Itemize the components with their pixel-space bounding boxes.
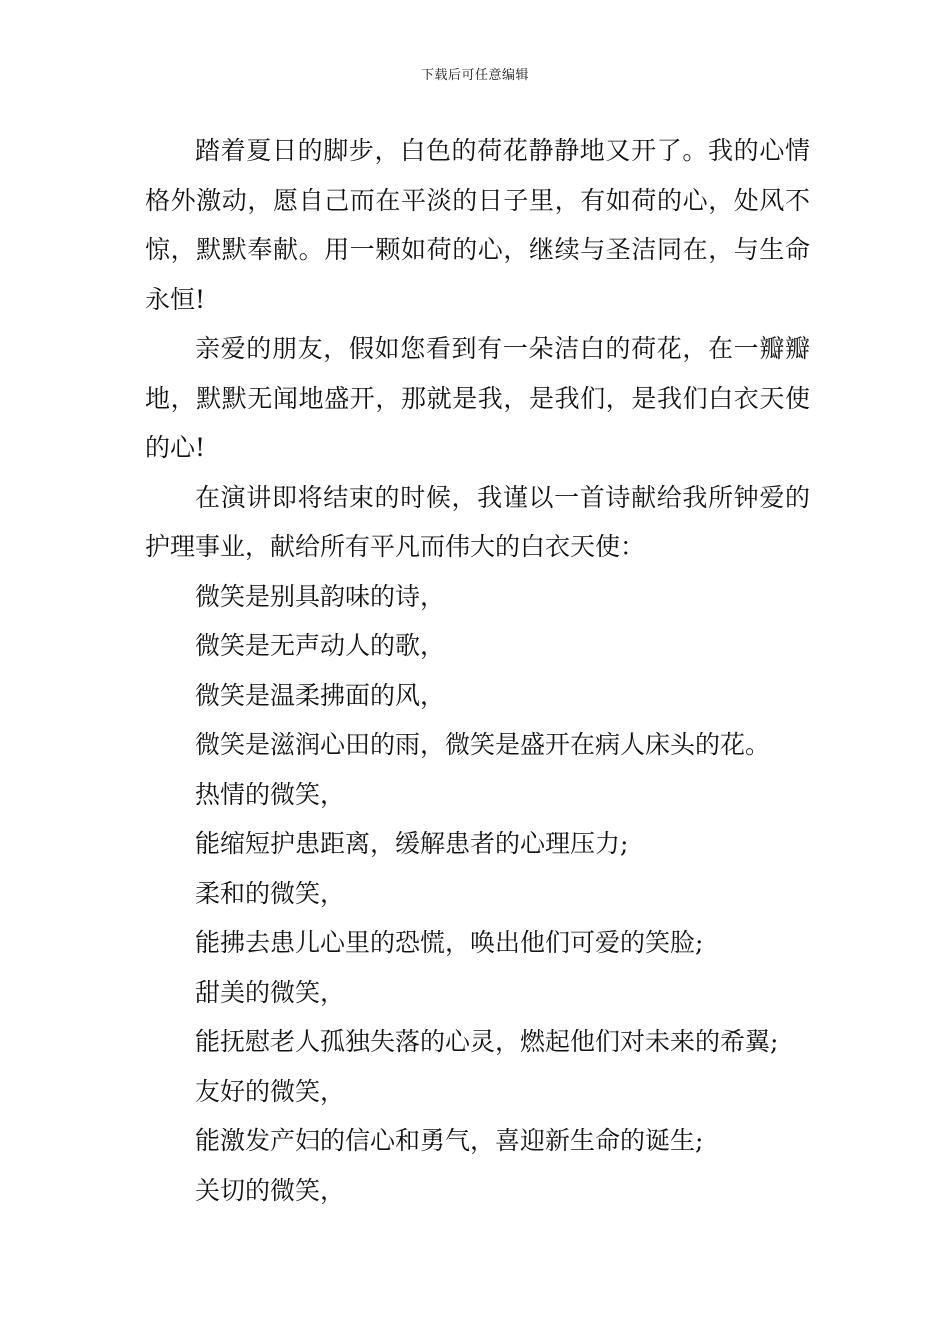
poem-line: 微笑是滋润心田的雨，微笑是盛开在病人床头的花。 (195, 730, 771, 759)
document-body (145, 126, 810, 1215)
poem-line: 能拂去患儿心里的恐慌，唤出他们可爱的笑脸; (195, 928, 704, 957)
poem-line: 能缩短护患距离，缓解患者的心理压力; (195, 829, 629, 858)
paragraph: 亲爱的朋友，假如您看到有一朵洁白的荷花，在一瓣瓣地，默默无闻地盛开，那就是我，是我们，是我们白衣天使的心! (145, 334, 810, 462)
poem-line: 柔和的微笑， (195, 878, 346, 908)
poem-line: 关切的微笑， (195, 1175, 346, 1205)
poem-line: 微笑是别具韵味的诗， (195, 581, 446, 611)
poem-line: 友好的微笑， (195, 1076, 346, 1106)
paragraph: 踏着夏日的脚步，白色的荷花静静地又开了。我的心情格外激动，愿自己而在平淡的日子里，有如荷的心，处风不惊，默默奉献。用一颗如荷的心，继续与圣洁同在，与生命永恒! (145, 136, 810, 314)
poem-line: 热情的微笑， (195, 779, 346, 809)
poem-line: 微笑是无声动人的歌， (195, 631, 446, 660)
poem-line: 微笑是温柔拂面的风， (195, 680, 446, 710)
poem-line: 能抚慰老人孤独失落的心灵，燃起他们对未来的希翼; (195, 1027, 779, 1056)
poem-line: 甜美的微笑， (195, 977, 346, 1007)
poem-line: 能激发产妇的信心和勇气，喜迎新生命的诞生; (195, 1126, 704, 1155)
poem (145, 572, 810, 1216)
paragraph: 在演讲即将结束的时候，我谨以一首诗献给我所钟爱的护理事业，献给所有平凡而伟大的白衣天使： (145, 482, 810, 561)
page-header: 下载后可任意编辑 (420, 68, 529, 83)
